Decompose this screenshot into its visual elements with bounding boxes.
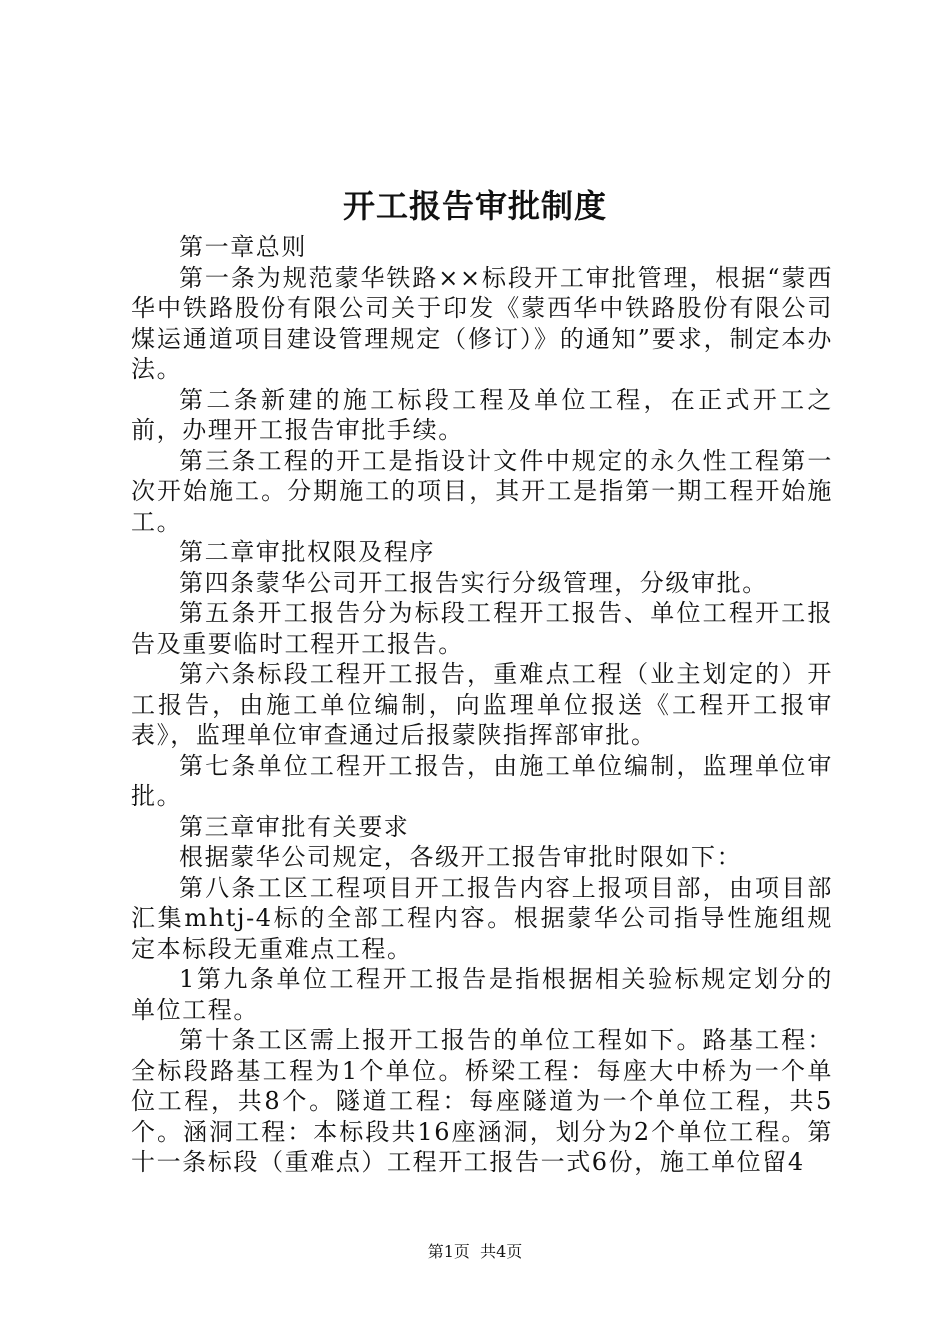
paragraph-article-9: 1第九条单位工程开工报告是指根据相关验标规定划分的单位工程。 [131,965,833,1024]
paragraph-article-3: 第三条工程的开工是指设计文件中规定的永久性工程第一次开始施工。分期施工的项目，其开工是指第一期工程开始施工。 [131,446,833,536]
paragraph-article-6: 第六条标段工程开工报告，重难点工程（业主划定的）开工报告，由施工单位编制，向监理单位报送《工程开工报审表》，监理单位审查通过后报蒙陕指挥部审批。 [131,660,833,749]
document-body [131,232,833,1178]
paragraph-article-4: 第四条蒙华公司开工报告实行分级管理，分级审批。 [179,568,768,597]
paragraph-article-8: 第八条工区工程项目开工报告内容上报项目部，由项目部汇集mhtj-4标的全部工程内容。根据蒙华公司指导性施组规定本标段无重难点工程。 [131,873,833,963]
paragraph-chapter-1: 第一章总则 [179,233,307,261]
paragraph-chapter-3: 第三章审批有关要求 [179,812,410,841]
document-title: 开工报告审批制度 [342,187,607,225]
paragraph-time-limits: 根据蒙华公司规定，各级开工报告审批时限如下： [179,843,743,871]
paragraph-article-2: 第二条新建的施工标段工程及单位工程，在正式开工之前，办理开工报告审批手续。 [131,385,833,444]
paragraph-article-7: 第七条单位工程开工报告，由施工单位编制，监理单位审批。 [131,751,833,810]
paragraph-article-10: 第十条工区需上报开工报告的单位工程如下。路基工程：全标段路基工程为1个单位。桥梁工程：每座大中桥为一个单位工程，共8个。隧道工程：每座隧道为一个单位工程，共5个。涵洞工程：本标段共16座涵洞，划分为2个单位工程。第十一条标段（重难点）工程开工报告一式6份，施工单位留4 [131,1026,833,1176]
paragraph-article-5: 第五条开工报告分为标段工程开工报告、单位工程开工报告及重要临时工程开工报告。 [131,599,833,658]
paragraph-article-1: 第一条为规范蒙华铁路××标段开工审批管理，根据“蒙西华中铁路股份有限公司关于印发《蒙西华中铁路股份有限公司煤运通道项目建设管理规定（修订）》的通知”要求，制定本办法。 [131,263,833,383]
paragraph-chapter-2: 第二章审批权限及程序 [179,538,435,566]
page-footer: 第1页 共4页 [427,1242,523,1261]
